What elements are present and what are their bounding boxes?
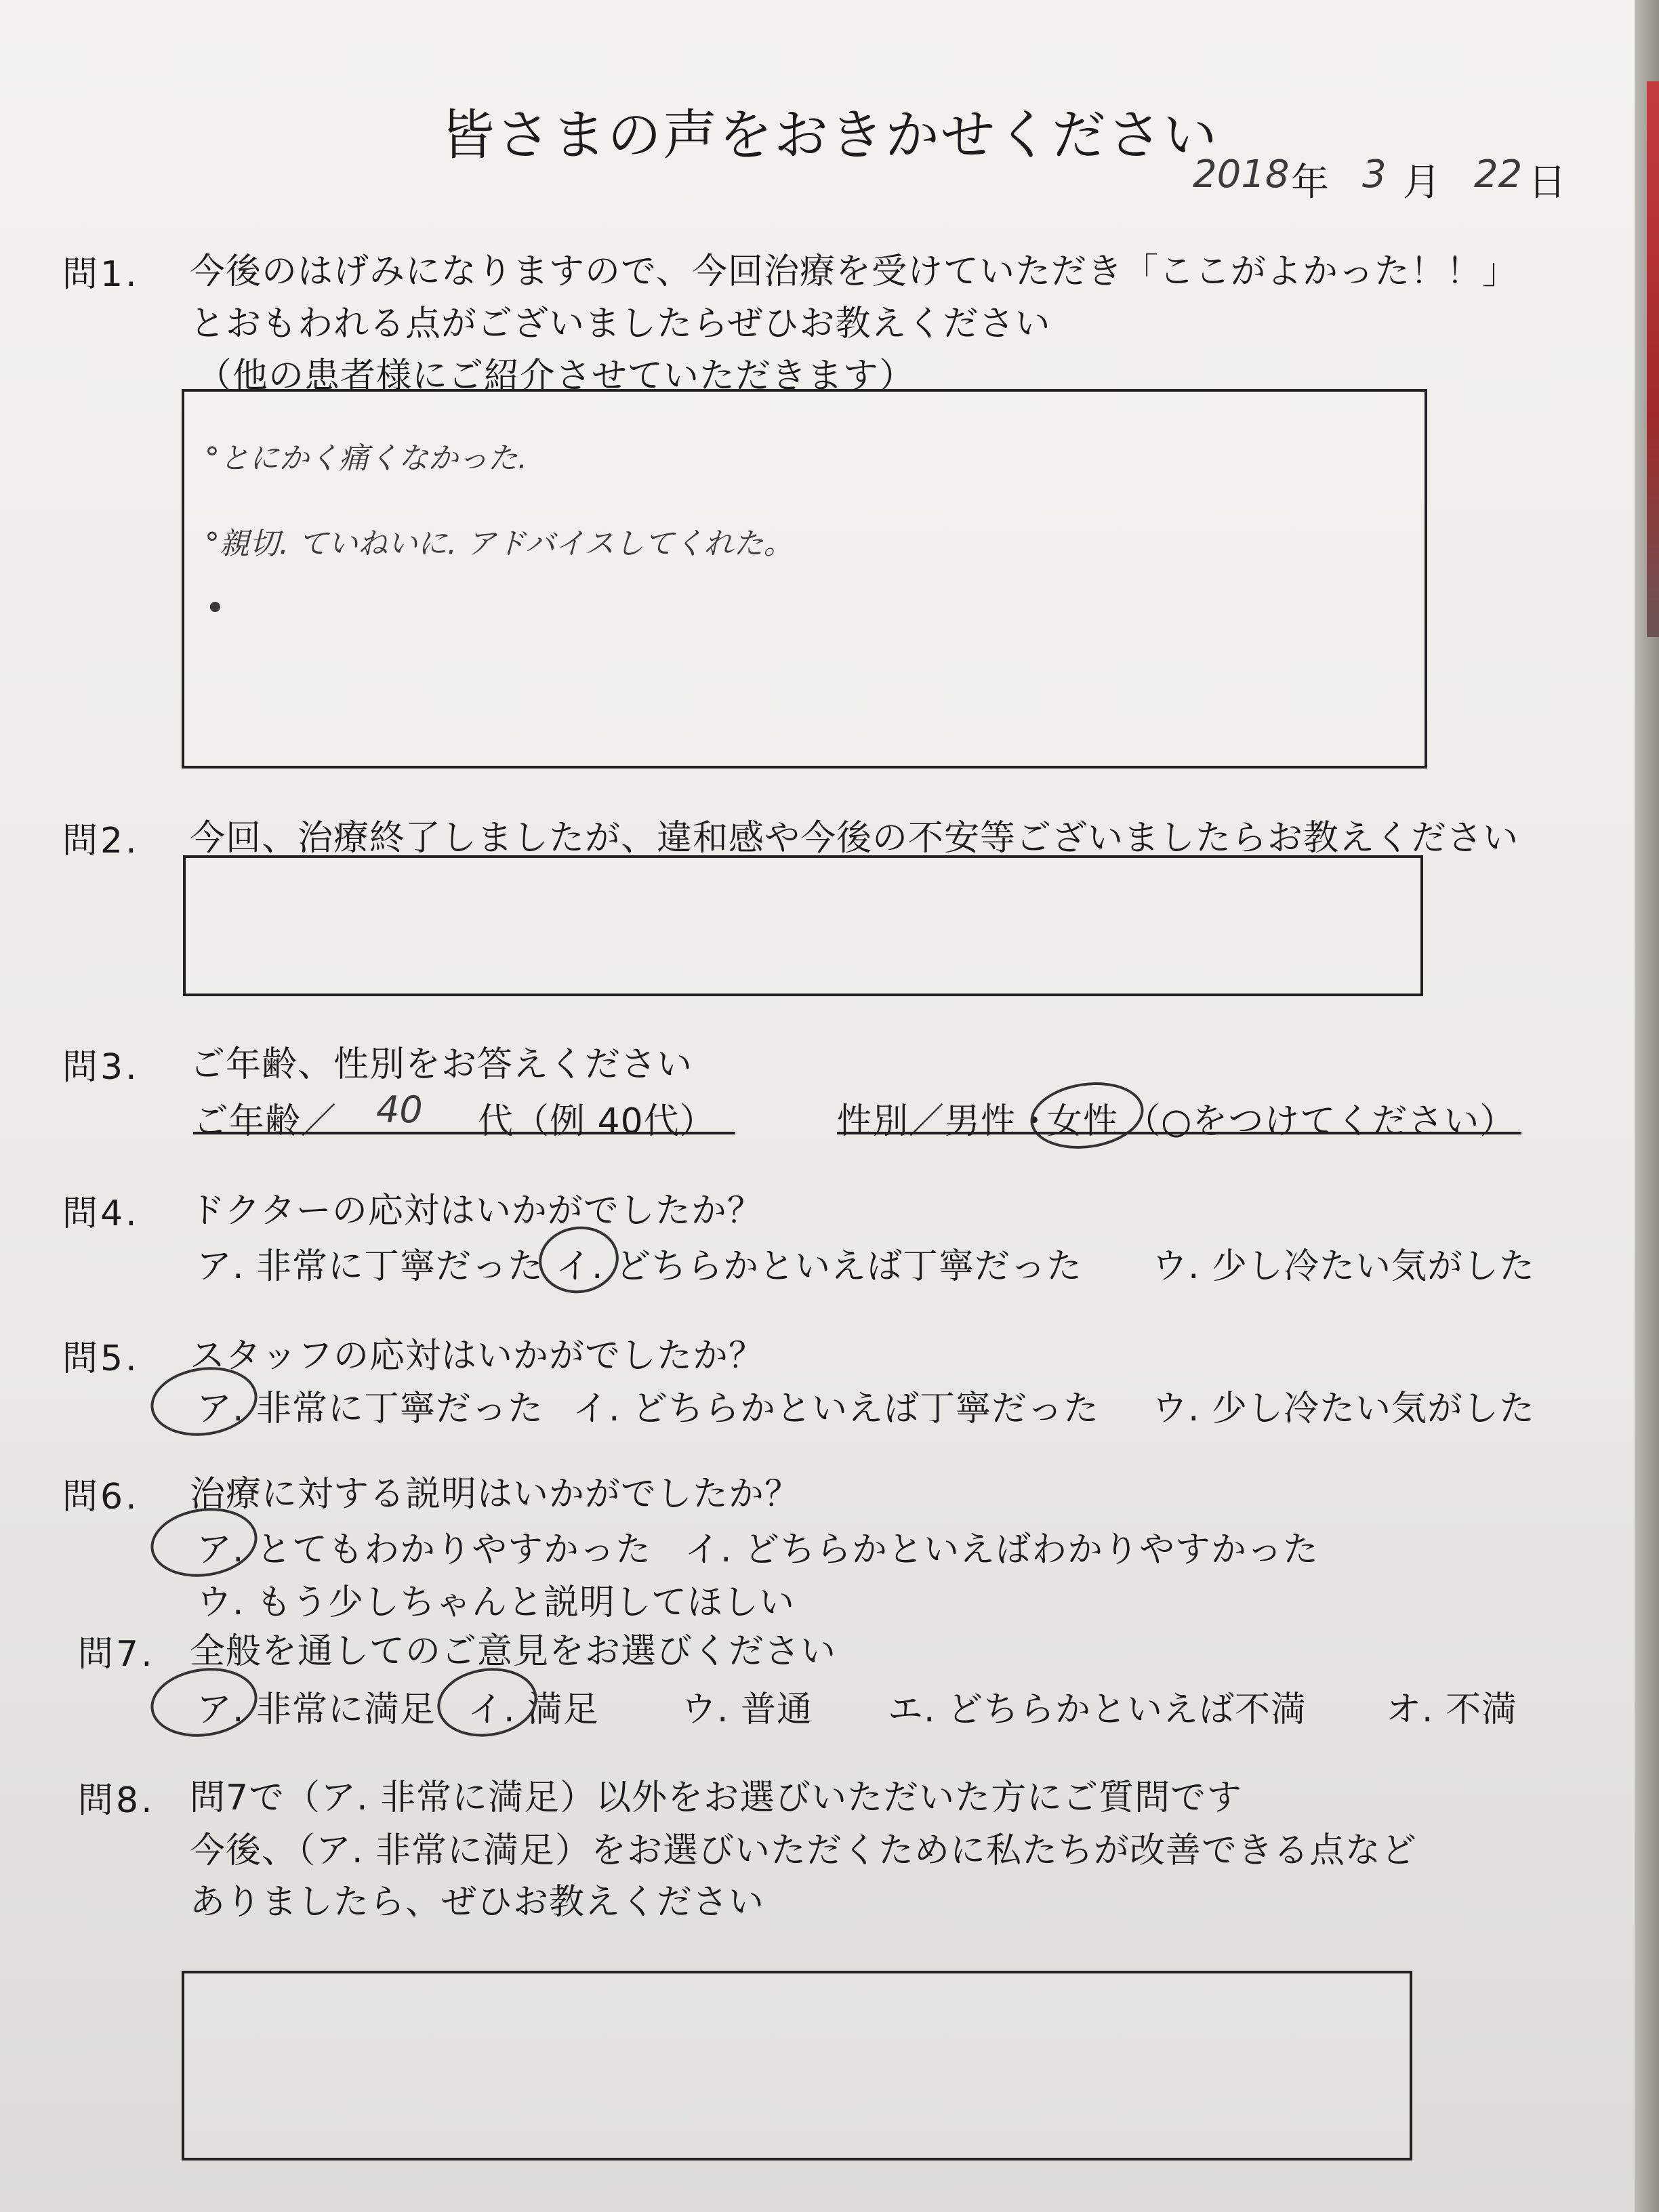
q7-text: 全般を通してのご意見をお選びください [190, 1631, 837, 1672]
q4-text: ドクターの応対はいかがでしたか？ [190, 1191, 763, 1231]
q5-text: スタッフの応対はいかがでしたか？ [190, 1336, 765, 1376]
q1-label: 問1. [62, 254, 140, 295]
age-label: ご年齢／ [193, 1101, 337, 1142]
q3-label: 問3. [62, 1047, 140, 1088]
q7-option-a[interactable]: ア. 非常に満足 [197, 1689, 436, 1730]
age-suffix: 代（例 40代） [478, 1101, 716, 1142]
q4-option-i[interactable]: イ. どちらかといえば丁寧だった [556, 1246, 1083, 1287]
q7-option-e[interactable]: エ. どちらかといえば不満 [888, 1689, 1307, 1730]
gender-note: （○をつけてください） [1125, 1101, 1516, 1142]
q8-text-line3: ありましたら、ぜひお教えください [190, 1882, 765, 1923]
gender-underline [837, 1132, 1521, 1134]
date-day[interactable]: 22 [1474, 152, 1523, 197]
age-underline [193, 1132, 735, 1134]
q1-text-line1: 今後のはげみになりますので、今回治療を受けていただき「ここがよかった！！」 [190, 251, 1518, 292]
q7-option-u[interactable]: ウ. 普通 [681, 1689, 813, 1730]
q8-text-line2: 今後、（ア. 非常に満足）をお選びいただくために私たちが改善できる点など [190, 1830, 1418, 1871]
q6-option-i[interactable]: イ. どちらかといえばわかりやすかった [684, 1530, 1319, 1570]
q8-text-line1: 問7で（ア. 非常に満足）以外をお選びいただいた方にご質問です [190, 1778, 1243, 1818]
q4-label: 問4. [62, 1193, 140, 1234]
q6-option-a[interactable]: ア. とてもわかりやすかった [197, 1530, 652, 1570]
q7-option-i[interactable]: イ. 満足 [468, 1689, 600, 1730]
q3-text: ご年齢、性別をお答えください [190, 1044, 693, 1085]
page-title: 皆さまの声をおきかせください [441, 104, 1218, 167]
q4-option-u[interactable]: ウ. 少し冷たい気がした [1152, 1246, 1536, 1287]
q5-option-a[interactable]: ア. 非常に丁寧だった [197, 1389, 544, 1429]
q1-answer-line2: °親切. ていねいに. アドバイスしてくれた。 [205, 527, 794, 561]
q2-text: 今回、治療終了しましたが、違和感や今後の不安等ございましたらお教えください [190, 818, 1519, 859]
q1-answer-line1: °とにかく痛くなかった. [205, 441, 527, 476]
q6-label: 問6. [62, 1477, 140, 1517]
q1-text-line3: （他の患者様にご紹介させていただきます） [197, 356, 916, 396]
q6-option-u[interactable]: ウ. もう少しちゃんと説明してほしい [197, 1582, 796, 1623]
q7-option-o[interactable]: オ. 不満 [1386, 1689, 1518, 1730]
q5-option-i[interactable]: イ. どちらかといえば丁寧だった [573, 1389, 1100, 1429]
q4-option-a[interactable]: ア. 非常に丁寧だった [197, 1246, 544, 1287]
q1-answer-box[interactable] [182, 389, 1427, 769]
q1-text-line2: とおもわれる点がございましたらぜひお教えください [190, 304, 1051, 344]
gender-label: 性別／男性・ [837, 1101, 1053, 1142]
gender-option-female[interactable]: 女性 [1047, 1101, 1120, 1142]
age-value[interactable]: 40 [376, 1088, 423, 1131]
q6-text: 治療に対する説明はいかがでしたか？ [190, 1474, 801, 1515]
q5-option-u[interactable]: ウ. 少し冷たい気がした [1152, 1389, 1536, 1429]
q7-label: 問7. [78, 1634, 155, 1675]
q8-answer-box[interactable] [182, 1971, 1412, 2160]
q8-label: 問8. [78, 1780, 155, 1821]
date-year-unit: 年 [1291, 161, 1329, 205]
q1-answer-line3: • [205, 588, 226, 629]
date-month-unit: 月 [1403, 161, 1441, 205]
date-year[interactable]: 2018 [1193, 152, 1290, 197]
date-month[interactable]: 3 [1362, 152, 1387, 197]
q2-label: 問2. [62, 821, 140, 861]
date-day-unit: 日 [1528, 161, 1566, 205]
q5-label: 問5. [62, 1338, 140, 1379]
q2-answer-box[interactable] [183, 855, 1423, 996]
